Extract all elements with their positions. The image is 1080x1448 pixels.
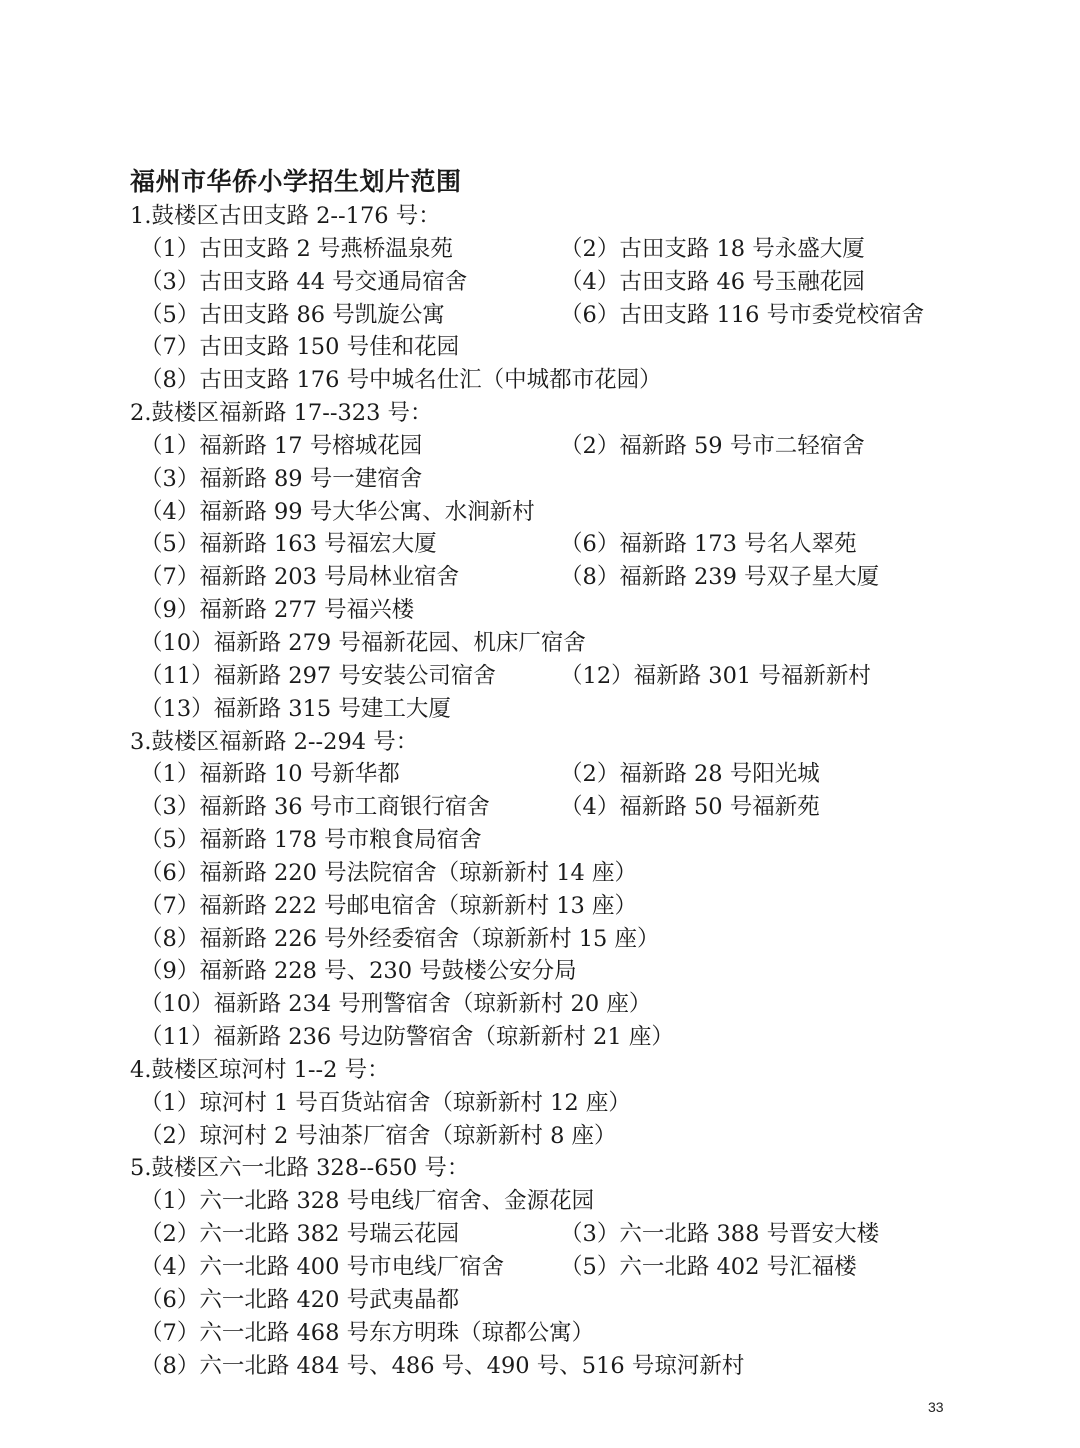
list-item: （11）福新路 297 号安装公司宿舍 — [140, 662, 496, 689]
list-row — [130, 1251, 1030, 1284]
zoning-list — [130, 200, 1030, 1382]
list-row — [130, 791, 1030, 824]
list-item: （6）福新路 220 号法院宿舍（琼新新村 14 座） — [140, 859, 638, 886]
list-item: （7）福新路 222 号邮电宿舍（琼新新村 13 座） — [140, 892, 638, 919]
list-item: （11）福新路 236 号边防警宿舍（琼新新村 21 座） — [140, 1024, 674, 1051]
list-row — [130, 1317, 1030, 1350]
list-item: （5）福新路 178 号市粮食局宿舍 — [140, 827, 482, 854]
list-row — [130, 923, 1030, 956]
list-row — [130, 1021, 1030, 1054]
list-item: （2）福新路 28 号阳光城 — [560, 761, 820, 788]
list-item: （1）福新路 17 号榕城花园 — [140, 432, 423, 459]
list-item: （10）福新路 234 号刑警宿舍（琼新新村 20 座） — [140, 991, 652, 1018]
list-item: （4）古田支路 46 号玉融花园 — [560, 268, 865, 295]
list-row — [130, 266, 1030, 299]
list-item: （9）福新路 228 号、230 号鼓楼公安分局 — [140, 958, 577, 985]
list-row — [130, 1350, 1030, 1383]
list-item: （3）古田支路 44 号交通局宿舍 — [140, 268, 468, 295]
list-row — [130, 463, 1030, 496]
list-row — [130, 299, 1030, 332]
section-heading: 1.鼓楼区古田支路 2--176 号： — [130, 203, 441, 229]
list-row — [130, 1185, 1030, 1218]
list-row — [130, 364, 1030, 397]
list-row — [130, 594, 1030, 627]
list-row — [130, 857, 1030, 890]
list-item: （3）福新路 36 号市工商银行宿舍 — [140, 794, 490, 821]
list-item: （5）古田支路 86 号凯旋公寓 — [140, 301, 445, 328]
list-item: （2）古田支路 18 号永盛大厦 — [560, 235, 865, 262]
list-row — [130, 890, 1030, 923]
list-item: （7）古田支路 150 号佳和花园 — [140, 334, 460, 361]
section-heading: 4.鼓楼区琼河村 1--2 号： — [130, 1056, 390, 1083]
list-item: （7）福新路 203 号局林业宿舍 — [140, 564, 460, 591]
list-row — [130, 693, 1030, 726]
list-item: （4）福新路 99 号大华公寓、水涧新村 — [140, 498, 535, 525]
list-row — [130, 955, 1030, 988]
section-heading: 2.鼓楼区福新路 17--323 号： — [130, 400, 433, 427]
list-row — [130, 561, 1030, 594]
list-row — [130, 824, 1030, 857]
list-item: （13）福新路 315 号建工大厦 — [140, 695, 451, 722]
list-item: （2）六一北路 382 号瑞云花园 — [140, 1221, 460, 1248]
list-item: （8）福新路 226 号外经委宿舍（琼新新村 15 座） — [140, 925, 660, 952]
list-item: （6）六一北路 420 号武夷晶都 — [140, 1286, 460, 1313]
list-item: （3）六一北路 388 号晋安大楼 — [560, 1221, 880, 1248]
list-row — [130, 988, 1030, 1021]
list-item: （4）福新路 50 号福新苑 — [560, 794, 820, 821]
list-row — [130, 430, 1030, 463]
list-row — [130, 758, 1030, 791]
list-row — [130, 1120, 1030, 1153]
page-number: 33 — [928, 1399, 944, 1415]
list-row — [130, 1218, 1030, 1251]
list-row — [130, 1284, 1030, 1317]
list-item: （8）福新路 239 号双子星大厦 — [560, 564, 880, 591]
list-item: （4）六一北路 400 号市电线厂宿舍 — [140, 1254, 505, 1280]
list-item: （3）福新路 89 号一建宿舍 — [140, 465, 423, 492]
page-title: 福州市华侨小学招生划片范围 — [130, 167, 462, 196]
list-item: （1）琼河村 1 号百货站宿舍（琼新新村 12 座） — [140, 1089, 631, 1116]
list-item: （2）福新路 59 号市二轻宿舍 — [560, 432, 865, 459]
list-item: （9）福新路 277 号福兴楼 — [140, 597, 415, 624]
list-item: （1）古田支路 2 号燕桥温泉苑 — [140, 235, 453, 262]
list-item: （2）琼河村 2 号油茶厂宿舍（琼新新村 8 座） — [140, 1122, 617, 1149]
list-item: （1）福新路 10 号新华都 — [140, 761, 400, 788]
list-item: （7）六一北路 468 号东方明珠（琼都公寓） — [140, 1319, 595, 1346]
list-item: （1）六一北路 328 号电线厂宿舍、金源花园 — [140, 1188, 595, 1215]
list-row — [130, 496, 1030, 529]
list-item: （8）六一北路 484 号、486 号、490 号、516 号琼河新村 — [140, 1352, 745, 1379]
list-item: （6）福新路 173 号名人翠苑 — [560, 531, 857, 558]
list-row — [130, 331, 1030, 364]
list-row — [130, 627, 1030, 660]
list-item: （10）福新路 279 号福新花园、机床厂宿舍 — [140, 629, 586, 656]
list-item: （5）福新路 163 号福宏大厦 — [140, 531, 437, 558]
list-row — [130, 233, 1030, 266]
section-heading: 5.鼓楼区六一北路 328--650 号： — [130, 1155, 470, 1182]
list-row — [130, 660, 1030, 693]
list-item: （8）古田支路 176 号中城名仕汇（中城都市花园） — [140, 367, 662, 394]
section-heading: 3.鼓楼区福新路 2--294 号： — [130, 728, 419, 755]
list-item: （6）古田支路 116 号市委党校宿舍 — [560, 301, 925, 328]
list-row — [130, 1087, 1030, 1120]
list-item: （12）福新路 301 号福新新村 — [560, 662, 871, 689]
list-item: （5）六一北路 402 号汇福楼 — [560, 1254, 857, 1280]
list-row — [130, 528, 1030, 561]
